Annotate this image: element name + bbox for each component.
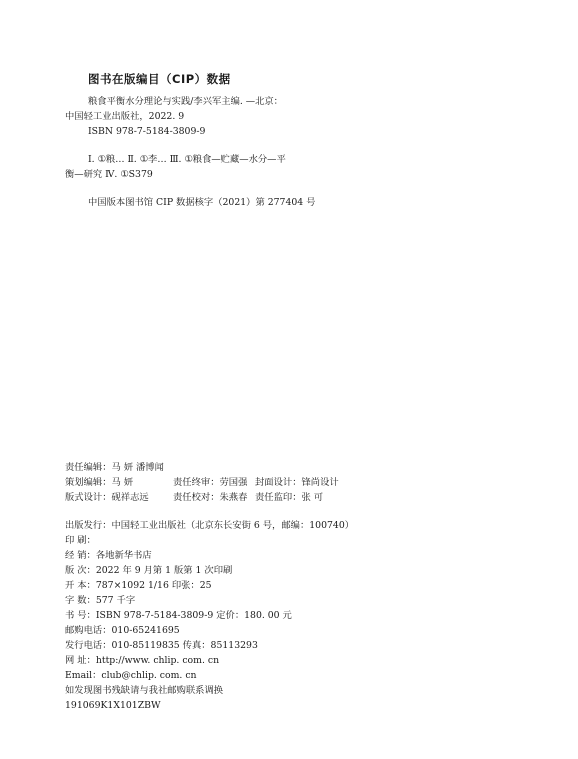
print-code-line: 191069K1X101ZBW <box>65 700 161 711</box>
final-reviewer: 责任终审：劳国强 <box>173 477 248 488</box>
word-count-line: 字 数：577 千字 <box>65 595 136 606</box>
planning-editors: 策划编辑：马 妍 <box>65 477 134 488</box>
format-line: 开 本：787×1092 1/16 印张：25 <box>65 580 212 591</box>
print-supervisor: 责任监印：张 可 <box>255 492 324 503</box>
sales-phone-fax-line: 发行电话：010-85119835 传真：85113293 <box>65 640 258 651</box>
cip-title: 图书在版编目（CIP）数据 <box>88 72 231 86</box>
cover-designer: 封面设计：锋尚设计 <box>255 477 339 488</box>
distributor-line: 经 销：各地新华书店 <box>65 550 152 561</box>
cip-line-title-author: 粮食平衡水分理论与实践/李兴军主编. —北京： <box>88 96 283 107</box>
cip-line-subjects: Ⅰ. ①粮… Ⅱ. ①李… Ⅲ. ①粮食—贮藏—水分—平 <box>88 154 286 165</box>
email-line: Email：club@chlip. com. cn <box>65 670 197 681</box>
defect-notice-line: 如发现图书残缺请与我社邮购联系调换 <box>65 685 224 696</box>
website-line: 网 址：http://www. chlip. com. cn <box>65 655 220 666</box>
cip-line-publisher: 中国轻工业出版社，2022. 9 <box>65 111 185 122</box>
mail-order-phone-line: 邮购电话：010-65241695 <box>65 625 180 636</box>
printer-line: 印 刷： <box>65 535 96 546</box>
layout-designer: 版式设计：砚祥志远 <box>65 492 149 503</box>
responsible-editors: 责任编辑：马 妍 潘博闻 <box>65 462 164 473</box>
cip-line-classification: 衡—研究 Ⅳ. ①S379 <box>65 169 153 180</box>
edition-line: 版 次：2022 年 9 月第 1 版第 1 次印刷 <box>65 565 233 576</box>
cip-line-isbn: ISBN 978-7-5184-3809-9 <box>88 126 206 137</box>
publisher-line: 出版发行：中国轻工业出版社（北京东长安街 6 号，邮编：100740） <box>65 520 355 531</box>
isbn-price-line: 书 号：ISBN 978-7-5184-3809-9 定价：180. 00 元 <box>65 610 292 621</box>
proofreader: 责任校对：朱燕春 <box>173 492 248 503</box>
cip-line-record-number: 中国版本图书馆 CIP 数据核字（2021）第 277404 号 <box>88 197 316 208</box>
